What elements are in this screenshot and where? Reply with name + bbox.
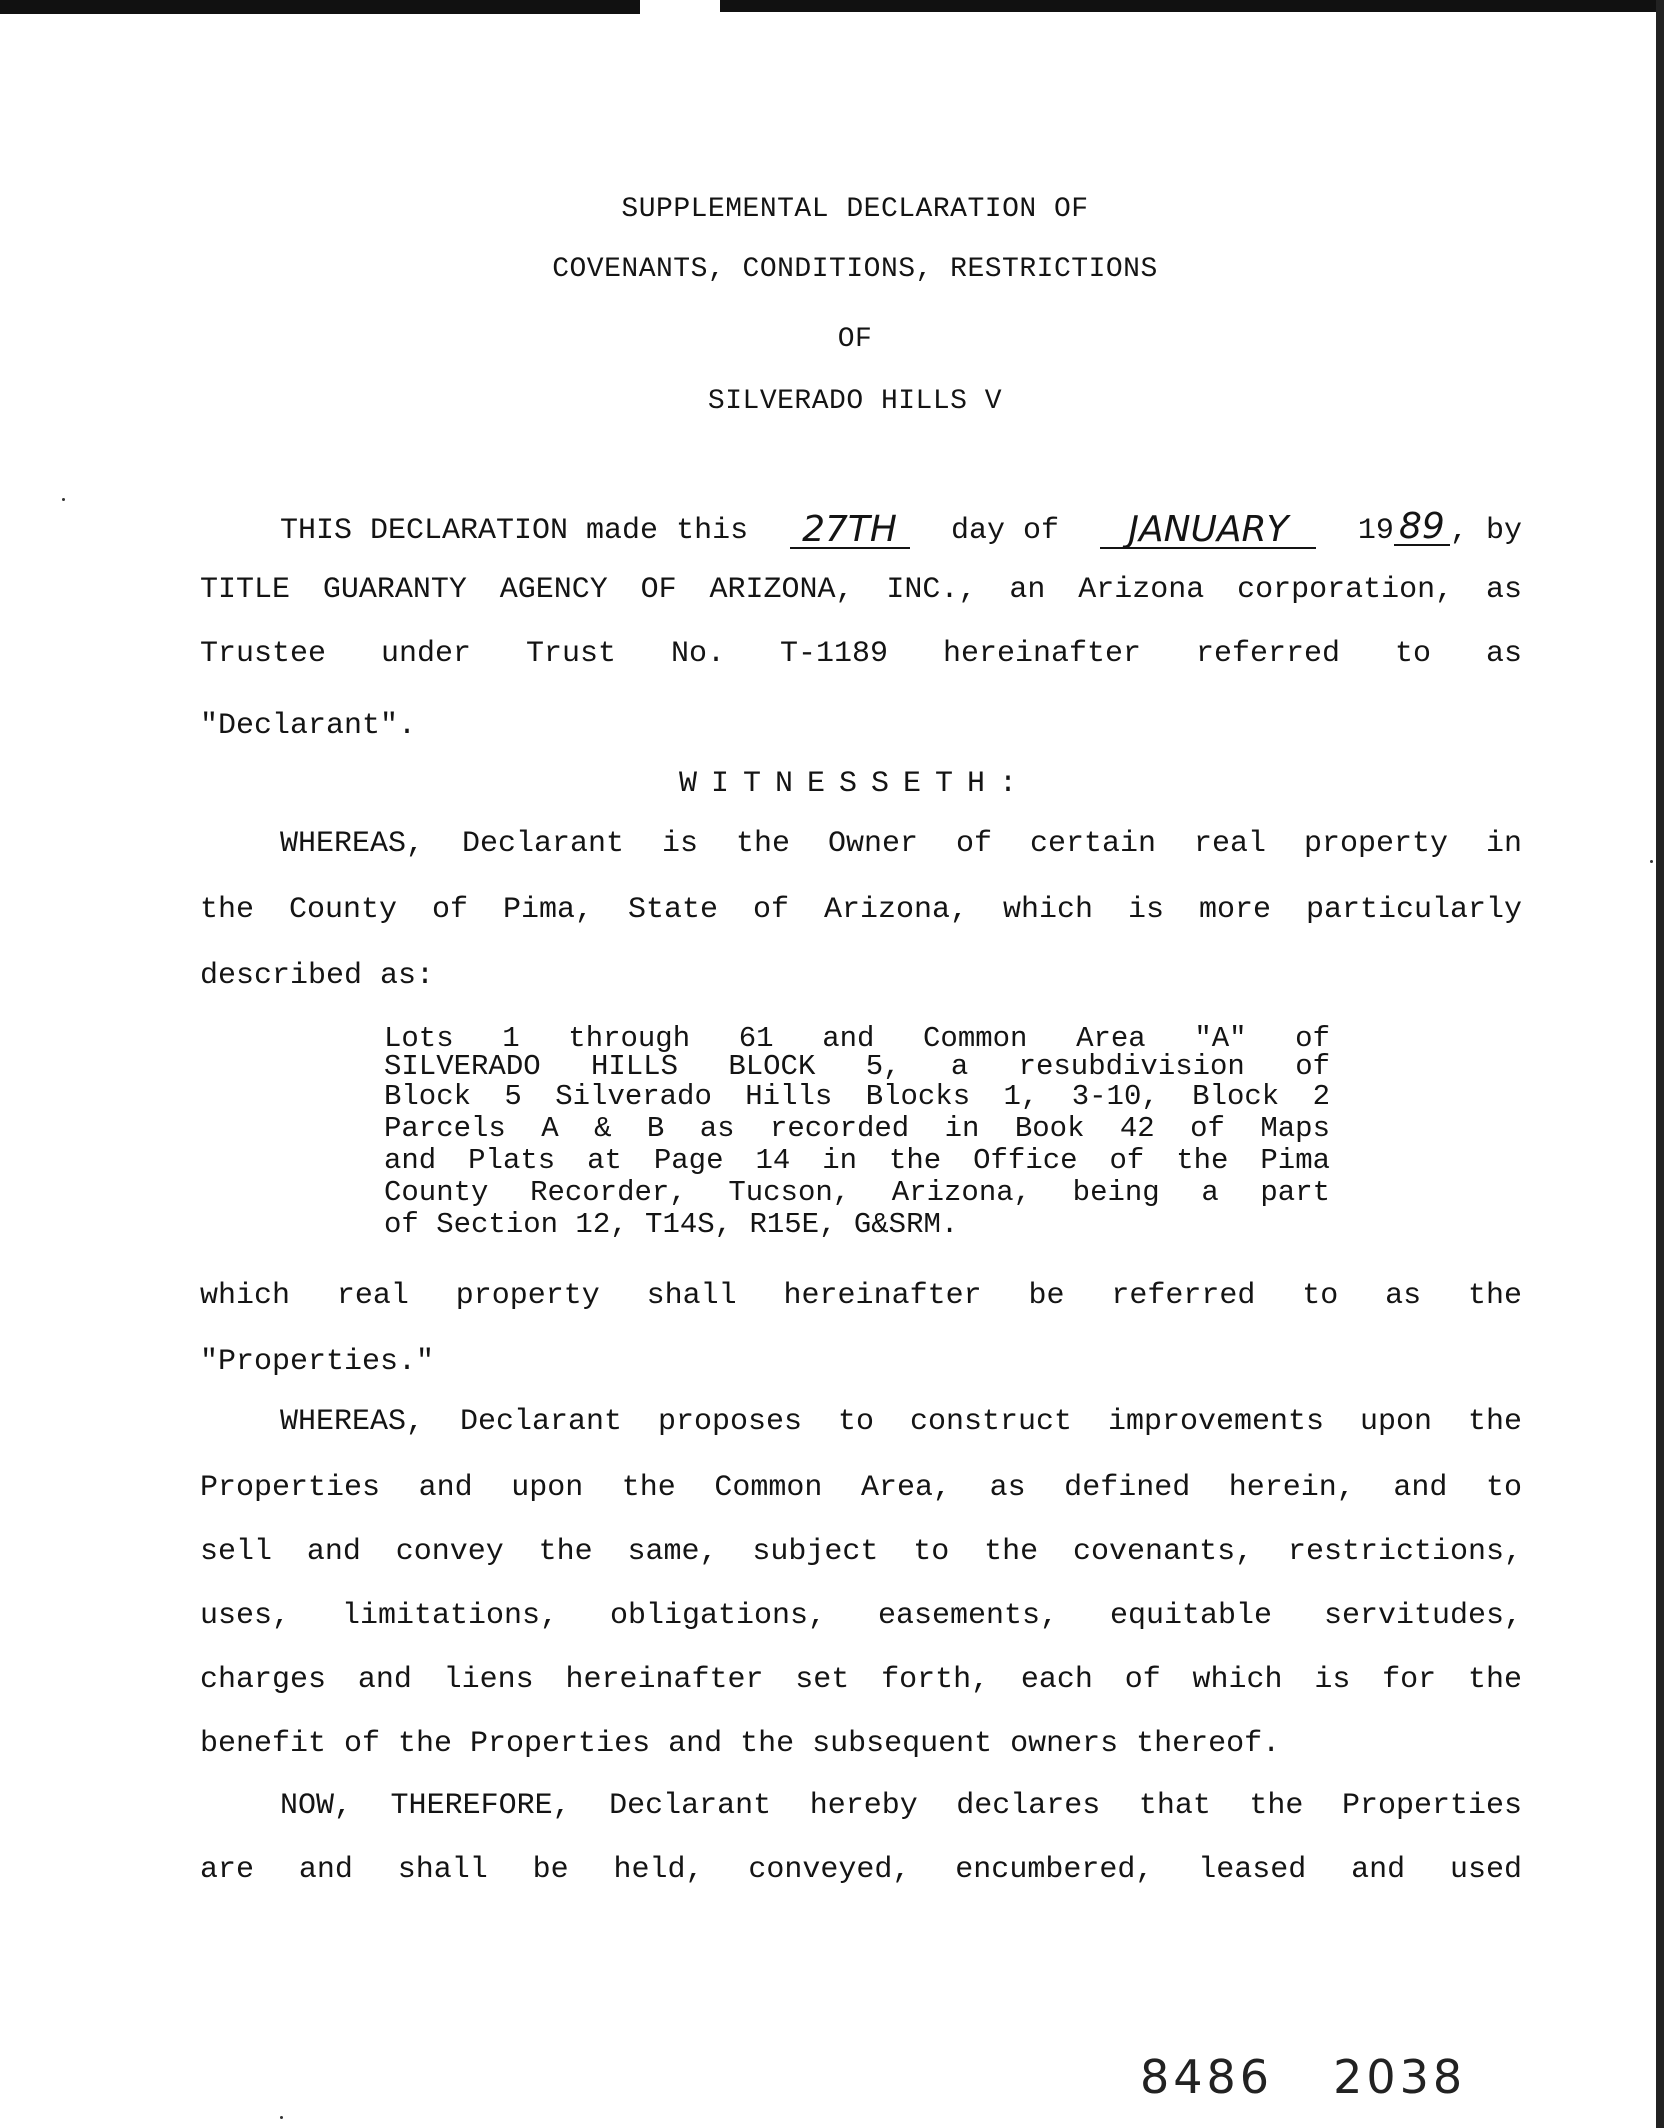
title-line-3: OF bbox=[837, 324, 873, 355]
record-page-number: 2038 bbox=[1333, 2050, 1467, 2104]
properties-line-2: "Properties." bbox=[200, 1345, 435, 1379]
whereas2-line-3: sell and convey the same, subject to the covenants, restrictions, bbox=[200, 1535, 1522, 1569]
whereas2-line-6: benefit of the Properties and the subsequent owners thereof. bbox=[200, 1727, 1281, 1761]
property-line-4: Parcels A & B as recorded in Book 42 of Maps bbox=[384, 1112, 1330, 1145]
therefore-line-2: are and shall be held, conveyed, encumbered, leased and used bbox=[200, 1853, 1522, 1887]
declaration-intro: THIS DECLARATION made this bbox=[280, 514, 749, 548]
declaration-line-3: Trustee under Trust No. T-1189 hereinafter referred to as bbox=[200, 637, 1522, 671]
declaration-day-of: day of bbox=[950, 514, 1060, 548]
properties-line-1: which real property shall hereinafter be referred to as the bbox=[200, 1279, 1522, 1313]
declaration-line-4: "Declarant". bbox=[200, 709, 417, 743]
whereas1-line-3: described as: bbox=[200, 959, 435, 993]
scan-speck bbox=[280, 2116, 283, 2119]
property-line-7: of Section 12, T14S, R15E, G&SRM. bbox=[384, 1208, 959, 1241]
declaration-line-2: TITLE GUARANTY AGENCY OF ARIZONA, INC., an Arizona corporation, as bbox=[200, 573, 1522, 607]
whereas2-line-4: uses, limitations, obligations, easements, equitable servitudes, bbox=[200, 1599, 1522, 1633]
scan-edge-right bbox=[1656, 0, 1664, 2128]
property-line-5: and Plats at Page 14 in the Office of the Pima bbox=[384, 1144, 1330, 1177]
title-line-2: COVENANTS, CONDITIONS, RESTRICTIONS bbox=[552, 254, 1158, 285]
property-line-2: SILVERADO HILLS BLOCK 5, a resubdivision of bbox=[384, 1050, 1330, 1083]
scan-edge-top-right bbox=[720, 0, 1664, 12]
handwritten-day: 27TH bbox=[790, 513, 910, 549]
property-line-3: Block 5 Silverado Hills Blocks 1, 3-10, Block 2 bbox=[384, 1080, 1330, 1113]
declaration-year: 19 89 , by bbox=[1357, 506, 1522, 548]
handwritten-month: JANUARY bbox=[1100, 513, 1316, 549]
title-line-4: SILVERADO HILLS V bbox=[707, 386, 1003, 417]
witnesseth-heading: WITNESSETH: bbox=[678, 767, 1032, 801]
title-line-1: SUPPLEMENTAL DECLARATION OF bbox=[621, 194, 1089, 225]
scan-speck bbox=[1650, 860, 1653, 863]
whereas2-line-1: WHEREAS, Declarant proposes to construct improvements upon the bbox=[280, 1405, 1522, 1439]
property-line-1: Lots 1 through 61 and Common Area "A" of bbox=[384, 1022, 1330, 1055]
scan-edge-top-left bbox=[0, 0, 640, 14]
whereas1-line-2: the County of Pima, State of Arizona, which is more particularly bbox=[200, 893, 1522, 927]
declaration-line-1 bbox=[280, 506, 1522, 550]
scan-speck bbox=[62, 498, 65, 501]
record-book-number: 8486 bbox=[1140, 2050, 1274, 2104]
handwritten-year: 89 bbox=[1394, 510, 1450, 546]
record-stamp bbox=[1140, 2050, 1466, 2104]
whereas1-line-1: WHEREAS, Declarant is the Owner of certain real property in bbox=[280, 827, 1522, 861]
whereas2-line-2: Properties and upon the Common Area, as defined herein, and to bbox=[200, 1471, 1522, 1505]
property-line-6: County Recorder, Tucson, Arizona, being a part bbox=[384, 1176, 1330, 1209]
therefore-line-1: NOW, THEREFORE, Declarant hereby declares that the Properties bbox=[280, 1789, 1522, 1823]
whereas2-line-5: charges and liens hereinafter set forth, each of which is for the bbox=[200, 1663, 1522, 1697]
